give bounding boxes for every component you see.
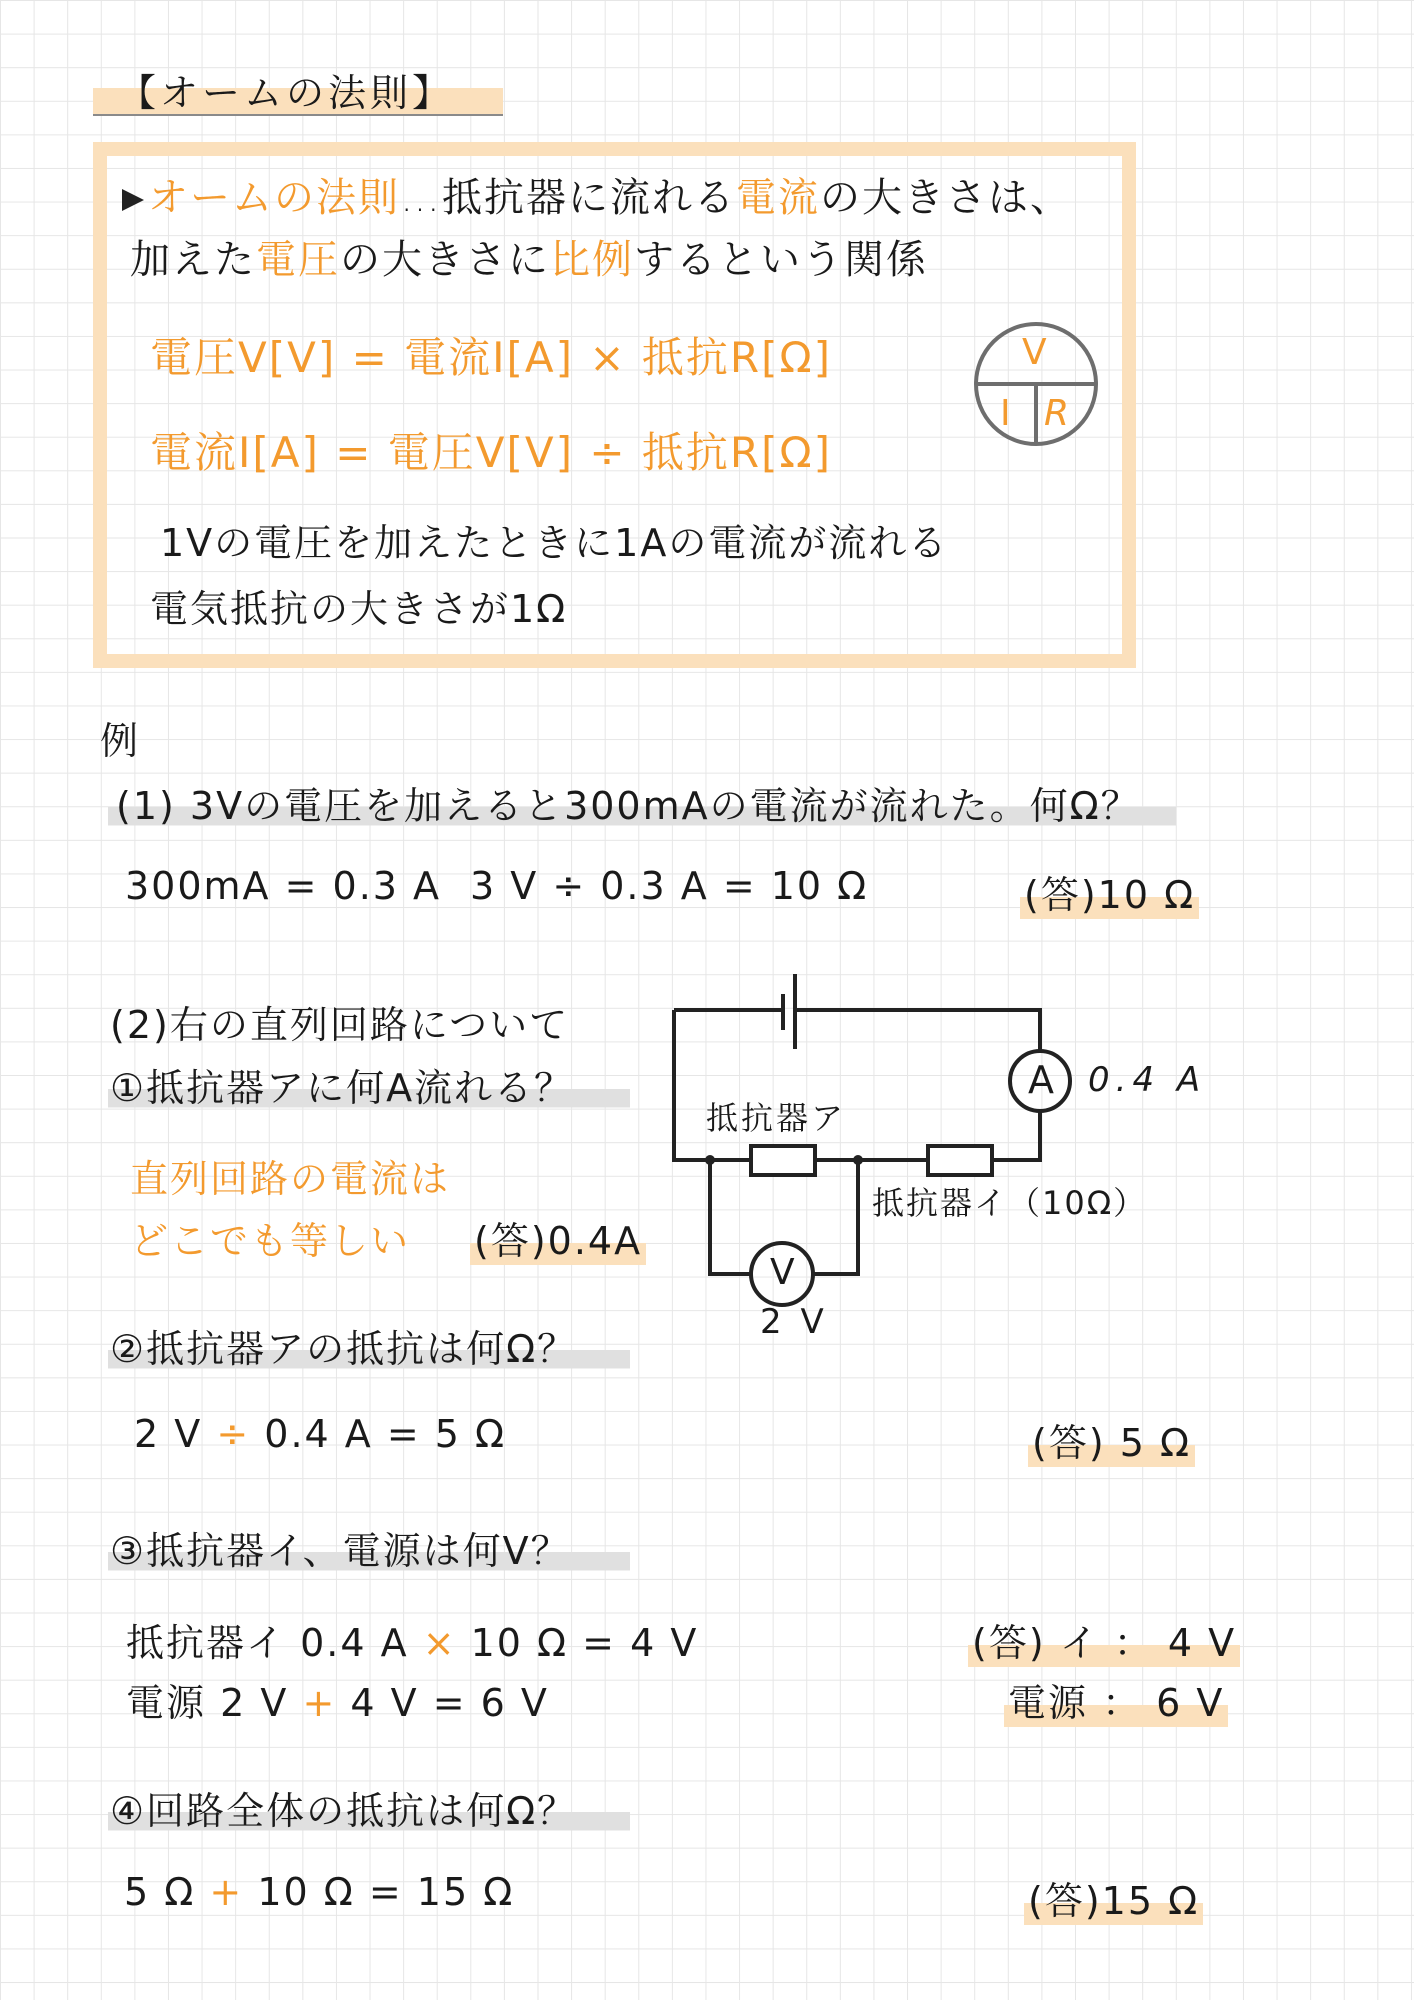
resistor-a-label: 抵抗器ア <box>706 1099 847 1137</box>
q2-2-work <box>134 1412 506 1456</box>
q2-1-explanation-line-1: 直列回路の電流は <box>130 1157 451 1201</box>
formula-voltage: 電圧V[V] = 電流I[A] × 抵抗R[Ω] <box>150 333 832 382</box>
work-operand: 10 Ω = 4 V <box>470 1621 699 1665</box>
formula-current: 電流I[A] = 電圧V[V] ÷ 抵抗R[Ω] <box>150 428 832 477</box>
question-2-2: ②抵抗器アの抵抗は何Ω？ <box>108 1318 630 1373</box>
resistor-i-label: 抵抗器イ（10Ω） <box>872 1184 1148 1222</box>
example-label: 例 <box>100 719 141 763</box>
work-operand: 5 Ω <box>124 1870 196 1914</box>
term-proportional: 比例 <box>550 237 634 283</box>
multiply-operator: × <box>422 1621 457 1665</box>
ammeter-reading: 0.4 A <box>1088 1060 1207 1100</box>
voltmeter-reading: 2 V <box>760 1302 828 1342</box>
text-segment: 加えた <box>130 237 256 283</box>
q2-3-answer-resistor: (答) イ ： 4 V <box>968 1612 1240 1667</box>
text-segment: するという関係 <box>634 237 928 283</box>
vir-label-v: V <box>1022 332 1047 373</box>
work-operand: 4 V = 6 V <box>350 1681 549 1725</box>
text-segment: の大きさに <box>340 237 550 283</box>
q1-answer: (答)10 Ω <box>1020 864 1199 919</box>
term-ohms-law: オームの法則 <box>148 175 400 221</box>
question-2-3: ③抵抗器イ、電源は何V？ <box>108 1520 630 1575</box>
vir-label-i: I <box>1000 393 1011 434</box>
question-1: (1) 3Vの電圧を加えると300mAの電流が流れた。何Ω？ <box>108 775 1176 830</box>
voltmeter-symbol: V <box>770 1252 795 1293</box>
question-2-1: ①抵抗器アに何A流れる？ <box>108 1057 630 1112</box>
question-2-4: ④回路全体の抵抗は何Ω？ <box>108 1780 630 1835</box>
q2-3-work-resistor <box>126 1612 698 1667</box>
ammeter-symbol: A <box>1028 1058 1054 1102</box>
plus-operator: + <box>302 1681 337 1725</box>
work-operand: 0.4 A = 5 Ω <box>264 1412 507 1456</box>
q2-3-answer-power-source: 電源 ： 6 V <box>1004 1672 1228 1727</box>
q2-2-answer: (答) 5 Ω <box>1028 1412 1195 1467</box>
term-current: 電流 <box>736 175 820 221</box>
note-line-1: 1Vの電圧を加えたときに1Aの電流が流れる <box>160 521 949 565</box>
series-circuit-diagram <box>660 960 1200 1340</box>
vir-label-r: R <box>1044 393 1070 434</box>
plus-operator: + <box>209 1870 244 1914</box>
q1-work-division: 3 V ÷ 0.3 A = 10 Ω <box>470 864 869 908</box>
page-title: 【オームの法則】 <box>118 71 455 115</box>
triangle-bullet-icon <box>122 189 144 211</box>
question-2-intro: (2)右の直列回路について <box>110 1003 570 1047</box>
work-operand: 電源 2 V <box>126 1681 289 1725</box>
work-operand: 10 Ω = 15 Ω <box>257 1870 515 1914</box>
q2-1-answer: (答)0.4A <box>470 1210 646 1265</box>
note-line-2: 電気抵抗の大きさが1Ω <box>150 587 568 631</box>
term-voltage: 電圧 <box>256 237 340 283</box>
q2-1-explanation-line-2: どこでも等しい <box>130 1219 411 1263</box>
work-operand: 2 V <box>134 1412 203 1456</box>
work-operand: 抵抗器イ 0.4 A <box>126 1621 409 1665</box>
q1-work-conversion: 300mA = 0.3 A <box>125 864 442 908</box>
definition-line-2 <box>130 228 928 285</box>
q2-4-answer: (答)15 Ω <box>1024 1870 1203 1925</box>
text-segment: …抵抗器に流れる <box>400 175 736 221</box>
q2-3-work-power-source <box>126 1672 549 1727</box>
q2-4-work <box>124 1870 514 1914</box>
divide-operator: ÷ <box>216 1412 251 1456</box>
text-segment: の大きさは、 <box>820 175 1072 221</box>
definition-line-1 <box>122 166 1072 223</box>
